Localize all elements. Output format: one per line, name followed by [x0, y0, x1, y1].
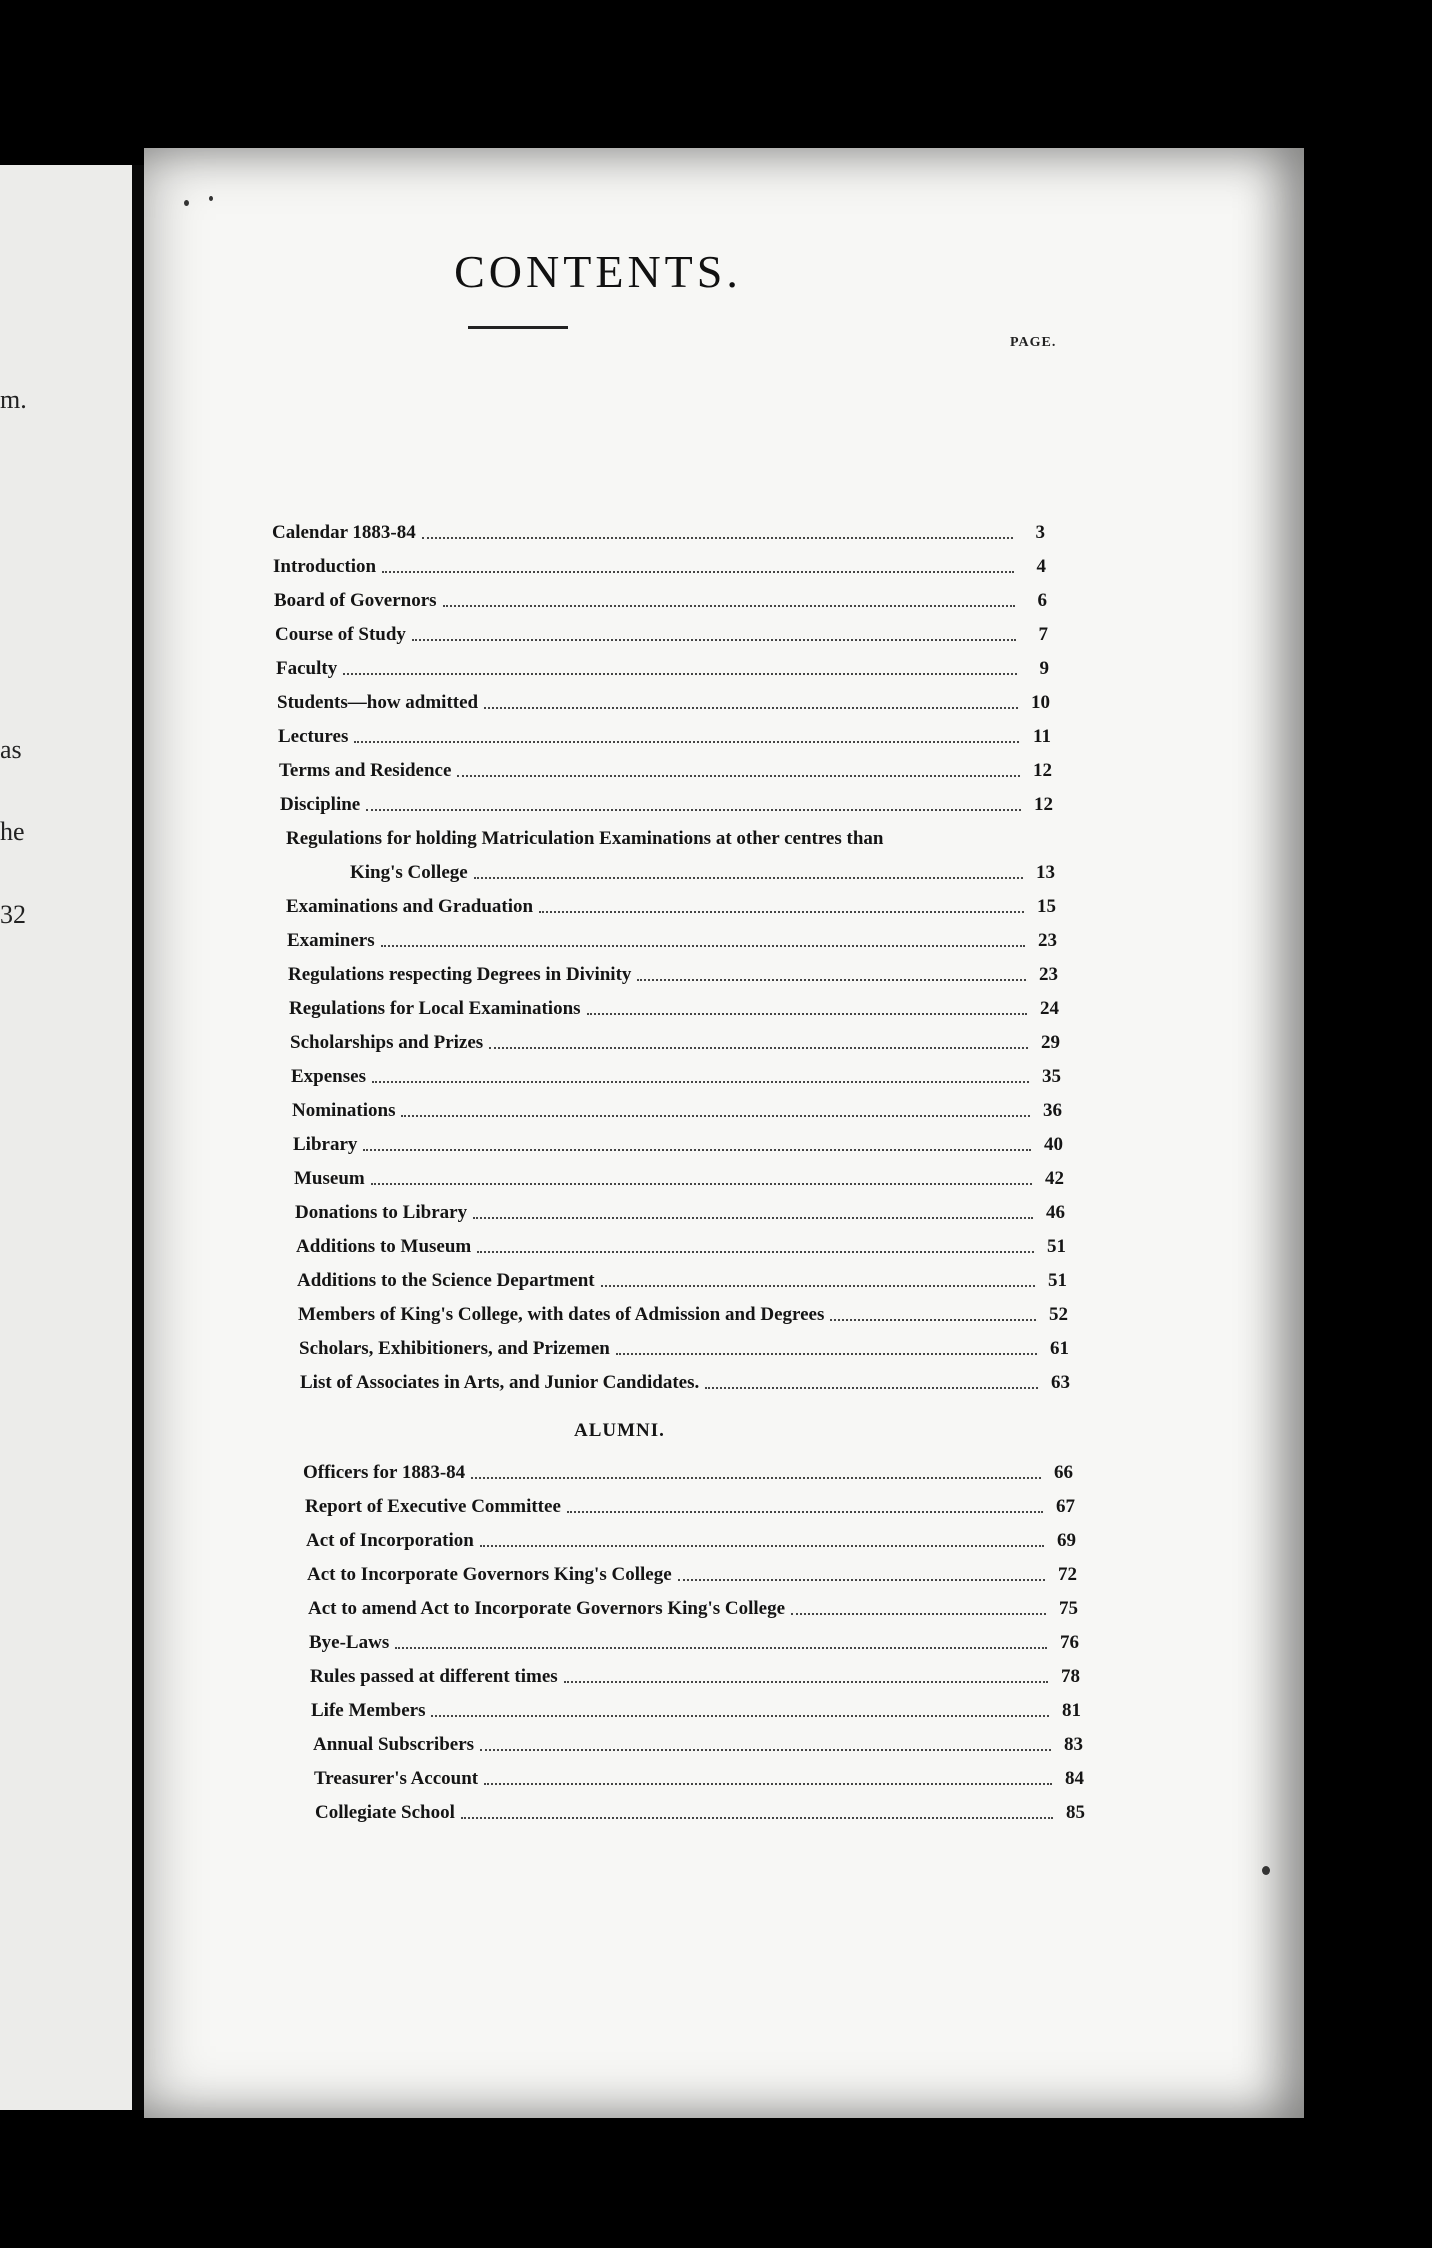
- toc-entry-page: 23: [1038, 930, 1057, 951]
- leader-dots: [637, 978, 1026, 981]
- toc-entry: [286, 896, 1056, 918]
- toc-entry: [272, 522, 1045, 544]
- alumni-entry: [313, 1734, 1083, 1756]
- toc-entry: [297, 1270, 1067, 1292]
- toc-entry-page: 24: [1040, 998, 1059, 1019]
- title-rule: [468, 326, 568, 329]
- toc-entry-label: Act of Incorporation: [306, 1530, 474, 1551]
- leader-dots: [484, 706, 1018, 709]
- left-page-fragment: 32: [0, 900, 26, 929]
- toc-entry-label: Terms and Residence: [279, 760, 452, 781]
- toc-entry-label: Bye-Laws: [309, 1632, 390, 1653]
- toc-entry-page: 72: [1058, 1564, 1077, 1585]
- toc-entry-label: Collegiate School: [315, 1802, 455, 1823]
- toc-entry-label: Lectures: [278, 726, 349, 747]
- leader-dots: [457, 774, 1020, 777]
- toc-entry: [288, 964, 1058, 986]
- toc-entry-page: 75: [1059, 1598, 1078, 1619]
- toc-entry: [293, 1134, 1063, 1156]
- toc-entry-page: 63: [1051, 1372, 1070, 1393]
- toc-entry-label: Board of Governors: [274, 590, 437, 611]
- toc-entry: [274, 590, 1047, 612]
- toc-entry-label: Life Members: [311, 1700, 426, 1721]
- alumni-heading: ALUMNI.: [574, 1420, 665, 1441]
- left-page-fragment: m.: [0, 385, 27, 414]
- toc-entry-label: Regulations for Local Examinations: [289, 998, 581, 1019]
- alumni-entry: [303, 1462, 1073, 1484]
- leader-dots: [678, 1578, 1045, 1581]
- toc-entry: [298, 1304, 1068, 1326]
- leader-dots: [395, 1646, 1047, 1649]
- leader-dots: [484, 1782, 1052, 1785]
- alumni-entry: [311, 1700, 1081, 1722]
- toc-entry-page: 35: [1042, 1066, 1061, 1087]
- toc-entry-page: 10: [1031, 692, 1050, 713]
- toc-entry-label: Scholars, Exhibitioners, and Prizemen: [299, 1338, 610, 1359]
- alumni-entry: [309, 1632, 1079, 1654]
- toc-entry-label: Additions to the Science Department: [297, 1270, 595, 1291]
- leader-dots: [567, 1510, 1043, 1513]
- toc-entry-page: 36: [1043, 1100, 1062, 1121]
- leader-dots: [474, 876, 1023, 879]
- toc-entry-page: 29: [1041, 1032, 1060, 1053]
- left-page-fragment: as: [0, 735, 22, 764]
- toc-entry-page: 51: [1047, 1236, 1066, 1257]
- toc-entry-page: 66: [1054, 1462, 1073, 1483]
- leader-dots: [473, 1216, 1033, 1219]
- toc-entry: [277, 692, 1050, 714]
- toc-entry-page: 78: [1061, 1666, 1080, 1687]
- alumni-entry: [315, 1802, 1085, 1824]
- toc-entry-label: Introduction: [273, 556, 377, 577]
- toc-entry: [280, 794, 1053, 816]
- toc-entry-label: King's College: [350, 862, 468, 883]
- toc-entry-label: Donations to Library: [295, 1202, 468, 1223]
- leader-dots: [539, 910, 1024, 913]
- toc-entry: [294, 1168, 1064, 1190]
- leader-dots: [480, 1748, 1051, 1751]
- toc-entry: [289, 998, 1059, 1020]
- toc-entry-page: 15: [1037, 896, 1056, 917]
- toc-entry-label: Examinations and Graduation: [286, 896, 534, 917]
- toc-entry-label: Regulations respecting Degrees in Divinity: [288, 964, 632, 985]
- leader-dots: [601, 1284, 1035, 1287]
- leader-dots: [412, 638, 1016, 641]
- toc-entry-page: 13: [1036, 862, 1055, 883]
- toc-entry-label: List of Associates in Arts, and Junior Candidates.: [300, 1372, 700, 1393]
- toc-entry-page: 42: [1045, 1168, 1064, 1189]
- left-page-fragment: he: [0, 817, 25, 846]
- toc-entry-wrapped-line: Regulations for holding Matriculation Examinations at other centres than: [286, 828, 884, 849]
- alumni-entry: [306, 1530, 1076, 1552]
- toc-entry-page: 76: [1060, 1632, 1079, 1653]
- toc-entry: [292, 1100, 1062, 1122]
- toc-entry: [273, 556, 1046, 578]
- alumni-entry: [305, 1496, 1075, 1518]
- toc-entry-page: 40: [1044, 1134, 1063, 1155]
- leader-dots: [363, 1148, 1031, 1151]
- toc-entry: [291, 1066, 1061, 1088]
- toc-entry-page: 3: [1035, 522, 1045, 543]
- toc-entry-label: Nominations: [292, 1100, 396, 1121]
- toc-entry-page: 6: [1037, 590, 1047, 611]
- toc-entry: [296, 1236, 1066, 1258]
- toc-entry-label: Annual Subscribers: [313, 1734, 475, 1755]
- leader-dots: [422, 536, 1013, 539]
- leader-dots: [372, 1080, 1029, 1083]
- toc-entry-page: 67: [1056, 1496, 1075, 1517]
- leader-dots: [489, 1046, 1028, 1049]
- leader-dots: [461, 1816, 1053, 1819]
- leader-dots: [480, 1544, 1044, 1547]
- toc-entry: [290, 1032, 1060, 1054]
- toc-entry-label: Act to Incorporate Governors King's College: [307, 1564, 672, 1585]
- toc-entry-label: Act to amend Act to Incorporate Governors King's College: [308, 1598, 786, 1619]
- toc-entry: [299, 1338, 1069, 1360]
- toc-entry-label: Scholarships and Prizes: [290, 1032, 484, 1053]
- toc-entry-page: 46: [1046, 1202, 1065, 1223]
- toc-entry-page: 81: [1062, 1700, 1081, 1721]
- toc-entry-page: 12: [1033, 760, 1052, 781]
- leader-dots: [343, 672, 1017, 675]
- leader-dots: [587, 1012, 1027, 1015]
- toc-entry-page: 85: [1066, 1802, 1085, 1823]
- toc-entry: [275, 624, 1048, 646]
- page-column-label: PAGE.: [1010, 335, 1057, 350]
- leader-dots: [371, 1182, 1032, 1185]
- leader-dots: [477, 1250, 1034, 1253]
- toc-entry-page: 7: [1038, 624, 1048, 645]
- toc-entry-page: 51: [1048, 1270, 1067, 1291]
- toc-entry-label: Students—how admitted: [277, 692, 479, 713]
- toc-entry-label: Rules passed at different times: [310, 1666, 558, 1687]
- toc-entry-label: Examiners: [287, 930, 375, 951]
- toc-entry-label: Calendar 1883-84: [272, 522, 416, 543]
- leader-dots: [354, 740, 1019, 743]
- leader-dots: [382, 570, 1014, 573]
- page-title: CONTENTS.: [454, 246, 742, 297]
- toc-entry: [287, 930, 1057, 952]
- leader-dots: [443, 604, 1015, 607]
- leader-dots: [366, 808, 1021, 811]
- toc-entry-page: 84: [1065, 1768, 1084, 1789]
- toc-entry-page: 11: [1033, 726, 1051, 747]
- toc-entry-label: Additions to Museum: [296, 1236, 472, 1257]
- toc-entry-page: 23: [1039, 964, 1058, 985]
- leader-dots: [830, 1318, 1036, 1321]
- toc-entry-label: Course of Study: [275, 624, 406, 645]
- toc-entry: [295, 1202, 1065, 1224]
- leader-dots: [564, 1680, 1048, 1683]
- toc-entry-page: 69: [1057, 1530, 1076, 1551]
- toc-entry-page: 83: [1064, 1734, 1083, 1755]
- leader-dots: [431, 1714, 1049, 1717]
- toc-entry-label: Treasurer's Account: [314, 1768, 479, 1789]
- alumni-entry: [307, 1564, 1077, 1586]
- toc-entry-page: 61: [1050, 1338, 1069, 1359]
- toc-entry: [300, 1372, 1070, 1394]
- toc-entry-page: 9: [1039, 658, 1049, 679]
- toc-entry: [278, 726, 1051, 748]
- toc-entry-label: Members of King's College, with dates of Admission and Degrees: [298, 1304, 825, 1325]
- toc-entry-label: Report of Executive Committee: [305, 1496, 561, 1517]
- leader-dots: [471, 1476, 1041, 1479]
- toc-entry-label: Officers for 1883-84: [303, 1462, 466, 1483]
- toc-entry-label: Faculty: [276, 658, 338, 679]
- toc-entry-label: Library: [293, 1134, 358, 1155]
- leader-dots: [616, 1352, 1037, 1355]
- leader-dots: [381, 944, 1025, 947]
- toc-entry-label: Expenses: [291, 1066, 366, 1087]
- alumni-entry: [310, 1666, 1080, 1688]
- leader-dots: [705, 1386, 1038, 1389]
- leader-dots: [401, 1114, 1030, 1117]
- toc-entry: [350, 862, 1055, 884]
- toc-entry: [276, 658, 1049, 680]
- toc-entry: [279, 760, 1052, 782]
- leader-dots: [791, 1612, 1046, 1615]
- toc-entry-label: Museum: [294, 1168, 365, 1189]
- alumni-entry: [314, 1768, 1084, 1790]
- toc-entry-page: 4: [1036, 556, 1046, 577]
- toc-entry-label: Discipline: [280, 794, 361, 815]
- toc-entry-page: 52: [1049, 1304, 1068, 1325]
- alumni-entry: [308, 1598, 1078, 1620]
- toc-entry-page: 12: [1034, 794, 1053, 815]
